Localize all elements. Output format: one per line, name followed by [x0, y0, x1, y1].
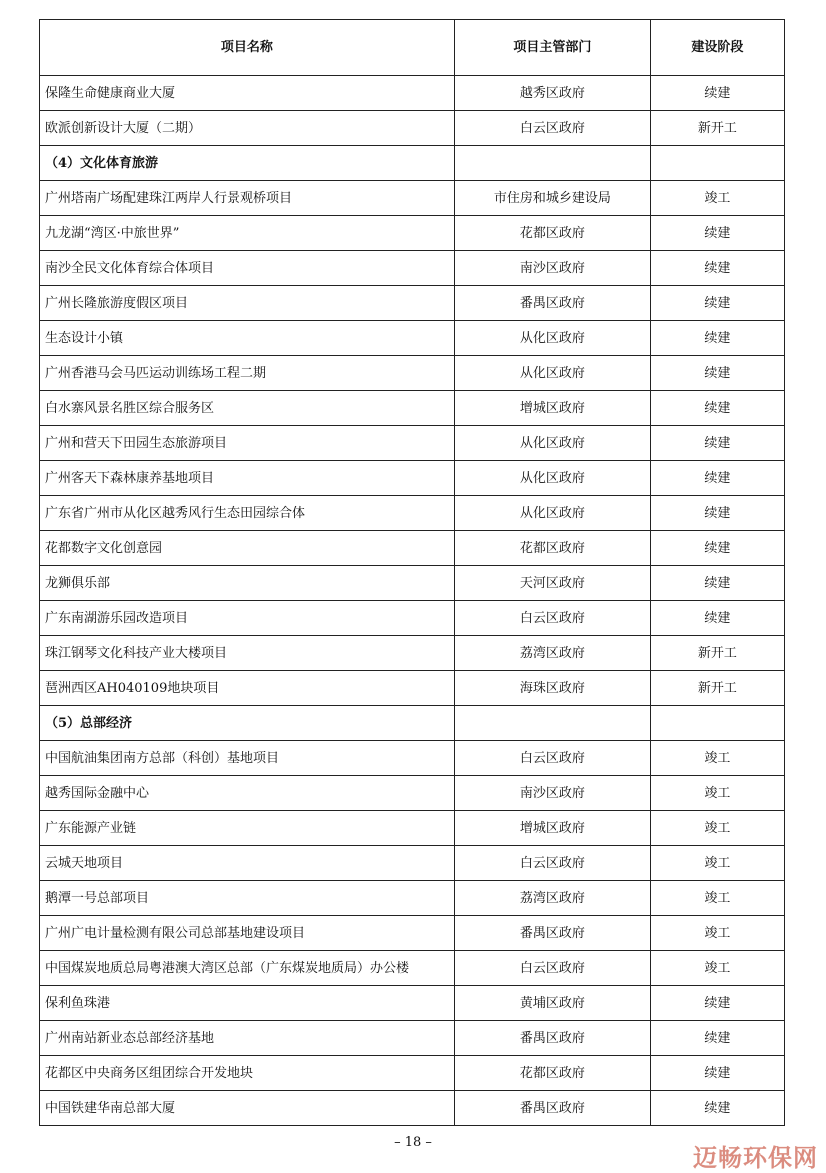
stage-cell: 竣工 [650, 181, 784, 216]
project-name-cell: 广州和营天下田园生态旅游项目 [40, 426, 455, 461]
project-name-cell: 中国煤炭地质总局粤港澳大湾区总部（广东煤炭地质局）办公楼 [40, 951, 455, 986]
department-cell: 荔湾区政府 [454, 881, 650, 916]
project-name-cell: 白水寨风景名胜区综合服务区 [40, 391, 455, 426]
table-row [40, 986, 785, 1021]
table-row [40, 216, 785, 251]
stage-cell: 续建 [650, 356, 784, 391]
table-row [40, 1021, 785, 1056]
department-cell: 番禺区政府 [454, 916, 650, 951]
department-cell: 白云区政府 [454, 951, 650, 986]
table-row [40, 776, 785, 811]
department-cell: 从化区政府 [454, 356, 650, 391]
department-cell: 南沙区政府 [454, 251, 650, 286]
section-row [40, 706, 785, 741]
stage-cell: 续建 [650, 986, 784, 1021]
table-row [40, 251, 785, 286]
project-name-cell: 花都数字文化创意园 [40, 531, 455, 566]
project-name-cell: 广州广电计量检测有限公司总部基地建设项目 [40, 916, 455, 951]
department-cell: 从化区政府 [454, 321, 650, 356]
project-name-cell: 保利鱼珠港 [40, 986, 455, 1021]
department-cell: 白云区政府 [454, 601, 650, 636]
table-row [40, 76, 785, 111]
table-row [40, 286, 785, 321]
table-row [40, 881, 785, 916]
department-cell: 越秀区政府 [454, 76, 650, 111]
project-name-cell: 琶洲西区AH040109地块项目 [40, 671, 455, 706]
department-cell: 白云区政府 [454, 741, 650, 776]
project-name-cell: 生态设计小镇 [40, 321, 455, 356]
department-cell: 天河区政府 [454, 566, 650, 601]
department-cell: 增城区政府 [454, 811, 650, 846]
department-cell [454, 706, 650, 741]
project-name-cell: 越秀国际金融中心 [40, 776, 455, 811]
department-cell: 白云区政府 [454, 111, 650, 146]
table-row [40, 496, 785, 531]
project-name-cell: 龙狮俱乐部 [40, 566, 455, 601]
project-name-cell: 广州塔南广场配建珠江两岸人行景观桥项目 [40, 181, 455, 216]
stage-cell: 续建 [650, 461, 784, 496]
department-cell: 番禺区政府 [454, 1021, 650, 1056]
project-name-cell: （4）文化体育旅游 [40, 146, 455, 181]
department-cell: 海珠区政府 [454, 671, 650, 706]
stage-cell: 续建 [650, 1021, 784, 1056]
department-cell: 市住房和城乡建设局 [454, 181, 650, 216]
header-department: 项目主管部门 [454, 20, 650, 76]
stage-cell: 竣工 [650, 776, 784, 811]
project-name-cell: 云城天地项目 [40, 846, 455, 881]
stage-cell: 续建 [650, 286, 784, 321]
table-row [40, 811, 785, 846]
table-row [40, 1091, 785, 1126]
stage-cell: 续建 [650, 1091, 784, 1126]
table-row [40, 566, 785, 601]
department-cell: 黄埔区政府 [454, 986, 650, 1021]
stage-cell: 竣工 [650, 811, 784, 846]
project-name-cell: 鹅潭一号总部项目 [40, 881, 455, 916]
stage-cell: 续建 [650, 601, 784, 636]
stage-cell: 续建 [650, 426, 784, 461]
project-table [39, 19, 785, 1126]
department-cell: 荔湾区政府 [454, 636, 650, 671]
table-row [40, 321, 785, 356]
department-cell: 花都区政府 [454, 1056, 650, 1091]
department-cell: 南沙区政府 [454, 776, 650, 811]
project-name-cell: 广东南湖游乐园改造项目 [40, 601, 455, 636]
stage-cell: 竣工 [650, 951, 784, 986]
department-cell: 白云区政府 [454, 846, 650, 881]
table-body [40, 76, 785, 1126]
project-name-cell: 九龙湖“湾区·中旅世界” [40, 216, 455, 251]
header-project-name: 项目名称 [40, 20, 455, 76]
stage-cell: 新开工 [650, 671, 784, 706]
department-cell: 增城区政府 [454, 391, 650, 426]
header-stage: 建设阶段 [650, 20, 784, 76]
table-row [40, 181, 785, 216]
stage-cell: 竣工 [650, 916, 784, 951]
page-number: – 18 – [394, 1135, 432, 1150]
table-row [40, 741, 785, 776]
project-name-cell: 广州长隆旅游度假区项目 [40, 286, 455, 321]
department-cell: 从化区政府 [454, 426, 650, 461]
stage-cell: 续建 [650, 76, 784, 111]
table-row [40, 636, 785, 671]
stage-cell: 续建 [650, 531, 784, 566]
project-name-cell: 欧派创新设计大厦（二期） [40, 111, 455, 146]
table-row [40, 461, 785, 496]
table-row [40, 916, 785, 951]
project-name-cell: 花都区中央商务区组团综合开发地块 [40, 1056, 455, 1091]
project-name-cell: 广东能源产业链 [40, 811, 455, 846]
stage-cell: 续建 [650, 496, 784, 531]
table-row [40, 951, 785, 986]
department-cell: 花都区政府 [454, 216, 650, 251]
department-cell: 从化区政府 [454, 461, 650, 496]
department-cell: 从化区政府 [454, 496, 650, 531]
stage-cell: 续建 [650, 1056, 784, 1091]
stage-cell: 竣工 [650, 846, 784, 881]
table-row [40, 426, 785, 461]
table-row [40, 1056, 785, 1091]
stage-cell [650, 706, 784, 741]
stage-cell: 新开工 [650, 111, 784, 146]
table-row [40, 391, 785, 426]
project-name-cell: 广州香港马会马匹运动训练场工程二期 [40, 356, 455, 391]
project-name-cell: 广州客天下森林康养基地项目 [40, 461, 455, 496]
project-name-cell: （5）总部经济 [40, 706, 455, 741]
table-row [40, 356, 785, 391]
stage-cell: 竣工 [650, 881, 784, 916]
stage-cell: 续建 [650, 391, 784, 426]
table-header-row [40, 20, 785, 76]
table-row [40, 601, 785, 636]
stage-cell: 续建 [650, 566, 784, 601]
project-name-cell: 中国航油集团南方总部（科创）基地项目 [40, 741, 455, 776]
project-name-cell: 珠江钢琴文化科技产业大楼项目 [40, 636, 455, 671]
project-name-cell: 南沙全民文化体育综合体项目 [40, 251, 455, 286]
table-row [40, 111, 785, 146]
project-name-cell: 保隆生命健康商业大厦 [40, 76, 455, 111]
table-row [40, 531, 785, 566]
table-row [40, 846, 785, 881]
project-name-cell: 广东省广州市从化区越秀风行生态田园综合体 [40, 496, 455, 531]
project-name-cell: 广州南站新业态总部经济基地 [40, 1021, 455, 1056]
department-cell: 花都区政府 [454, 531, 650, 566]
stage-cell: 新开工 [650, 636, 784, 671]
project-name-cell: 中国铁建华南总部大厦 [40, 1091, 455, 1126]
section-row [40, 146, 785, 181]
stage-cell: 续建 [650, 216, 784, 251]
department-cell: 番禺区政府 [454, 286, 650, 321]
stage-cell: 续建 [650, 321, 784, 356]
department-cell: 番禺区政府 [454, 1091, 650, 1126]
stage-cell: 竣工 [650, 741, 784, 776]
watermark-logo: 迈畅环保网 [693, 1144, 818, 1172]
department-cell [454, 146, 650, 181]
stage-cell: 续建 [650, 251, 784, 286]
stage-cell [650, 146, 784, 181]
table-row [40, 671, 785, 706]
